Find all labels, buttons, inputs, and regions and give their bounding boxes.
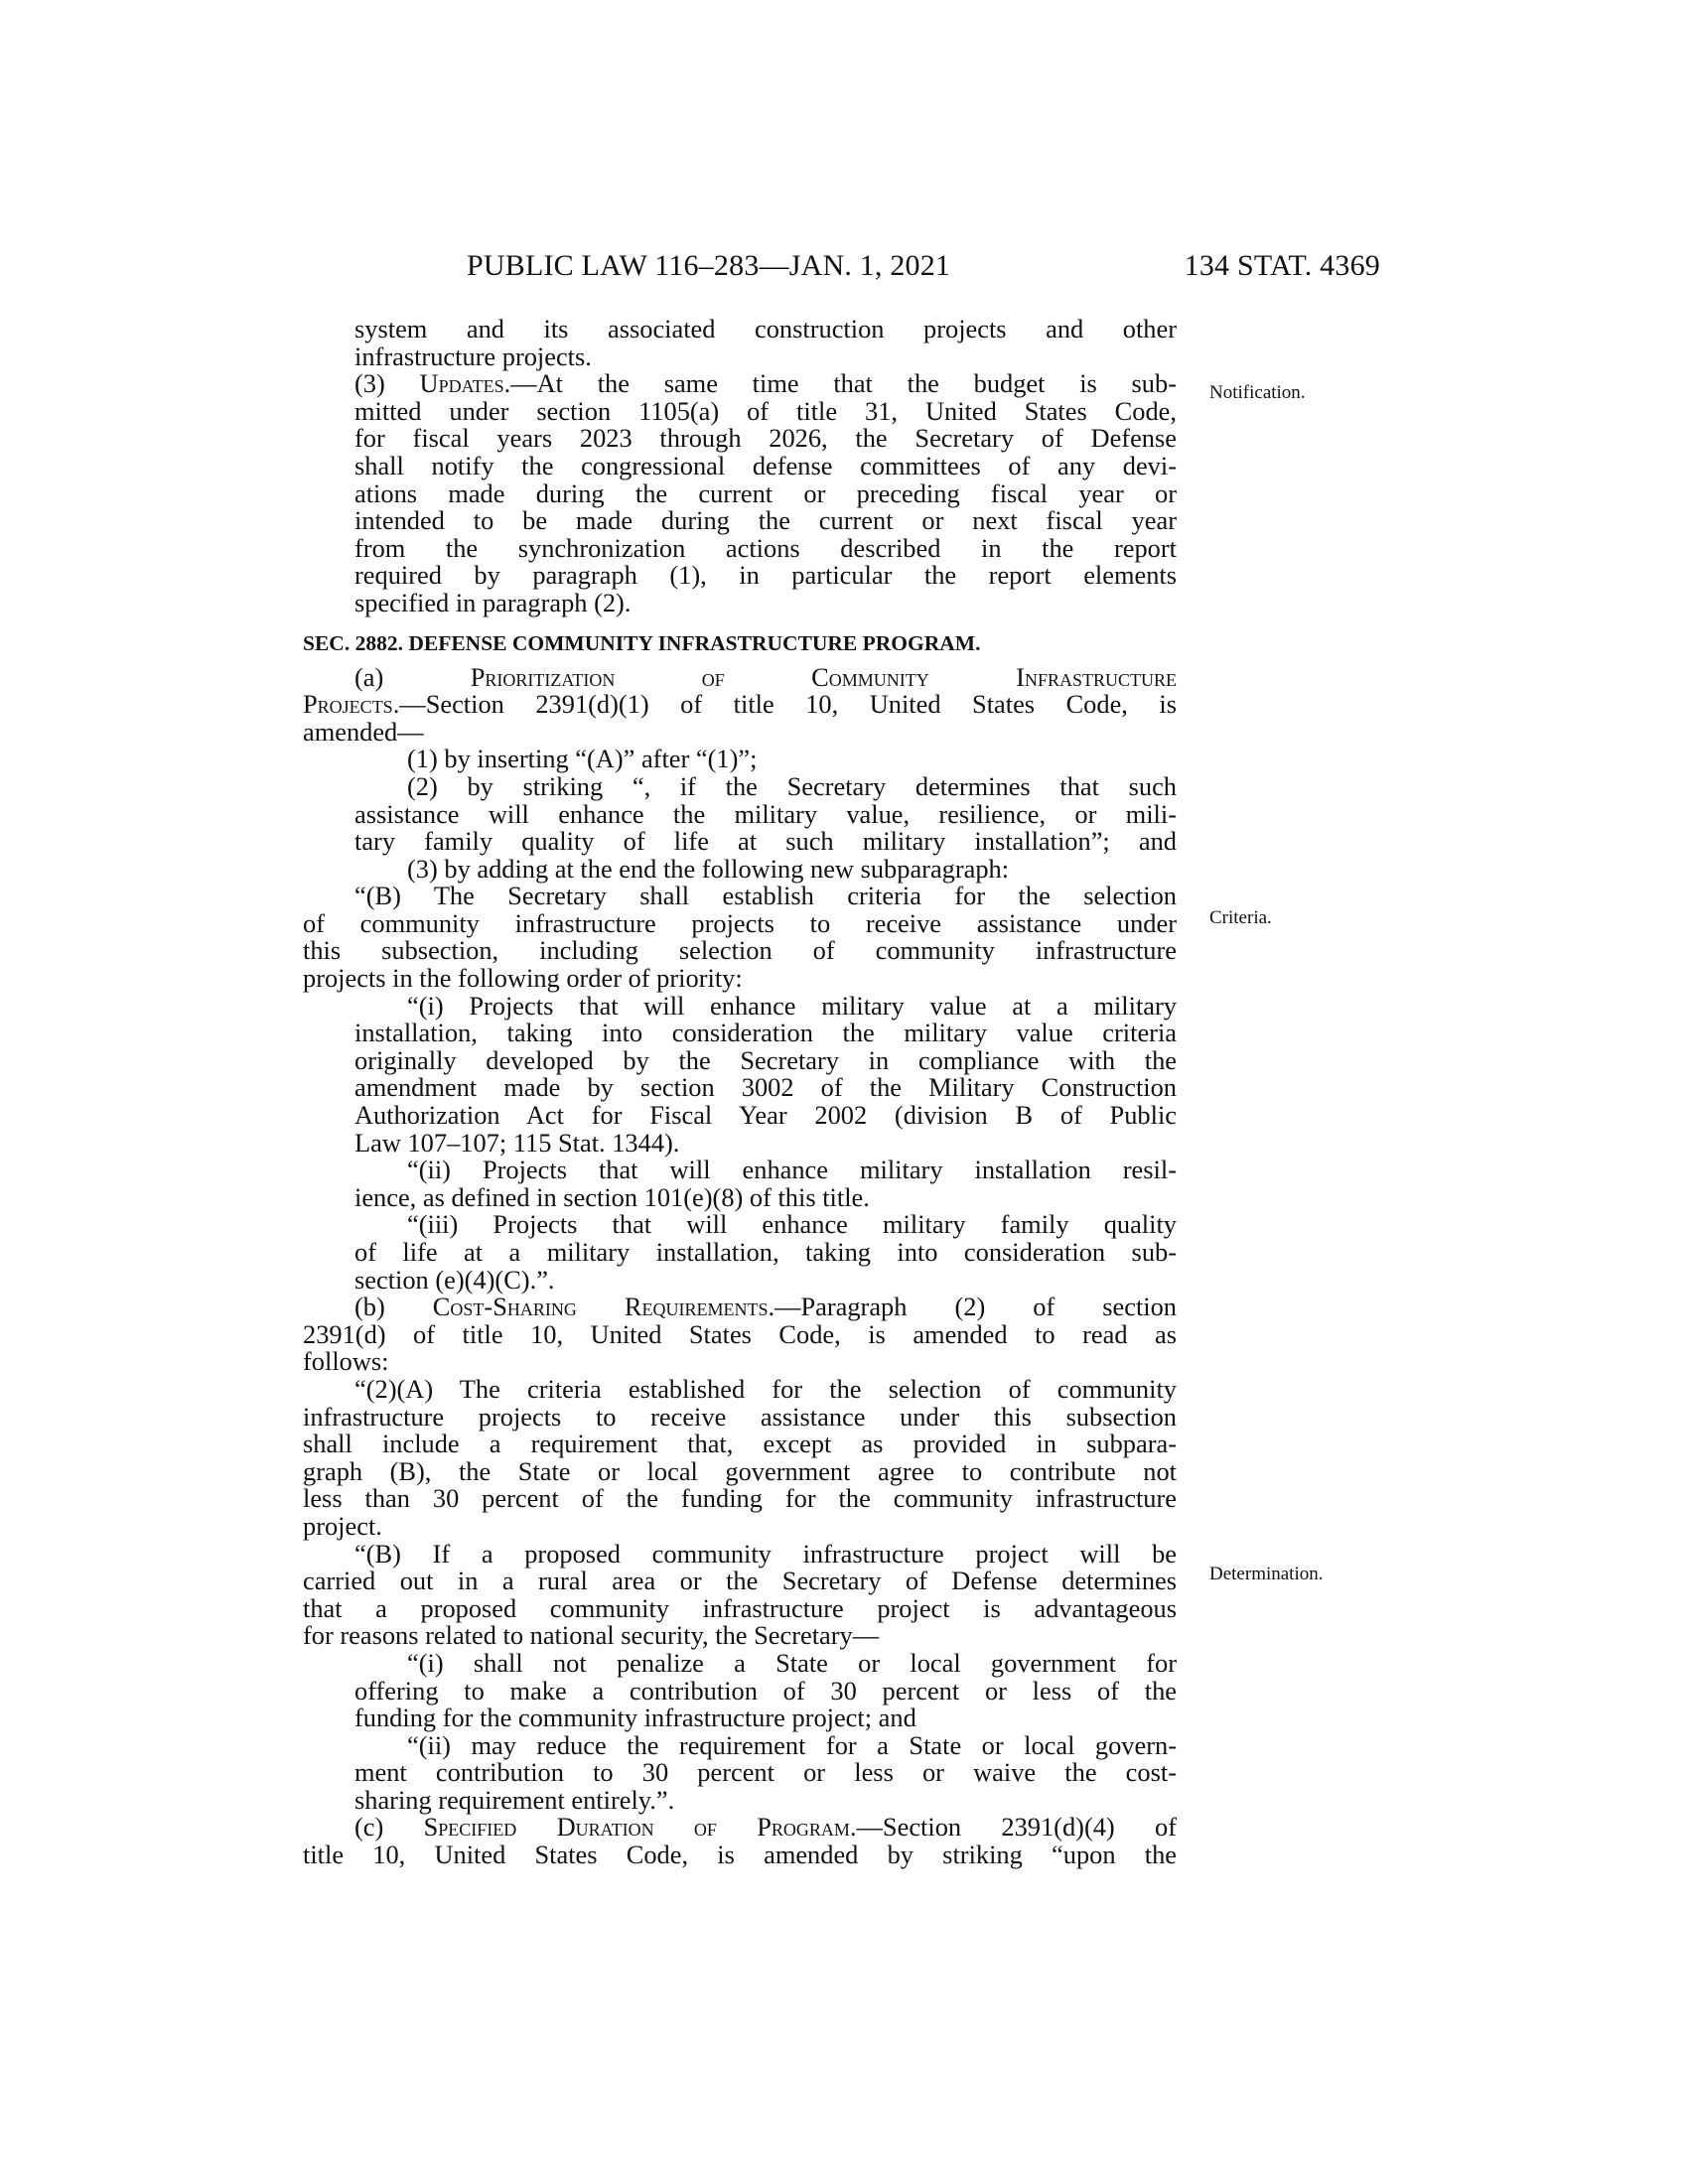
margin-note-criteria: Criteria.	[1209, 907, 1272, 928]
text-line: (c) Specified Duration of Program.—Section 2391(d)(4) of	[354, 1812, 1177, 1843]
text-line: tary family quality of life at such military installation”; and	[354, 826, 1177, 857]
text-line: mitted under section 1105(a) of title 31, United States Code,	[354, 395, 1177, 426]
text-line: ations made during the current or preceding fiscal year or	[354, 478, 1177, 508]
text-line: shall include a requirement that, except as provided in subpara-	[303, 1429, 1177, 1459]
text-line: project.	[303, 1510, 382, 1541]
text-line: Law 107–107; 115 Stat. 1344).	[354, 1127, 680, 1158]
text-line: title 10, United States Code, is amended by striking “upon the	[303, 1840, 1177, 1870]
text-line: shall notify the congressional defense committees of any devi-	[354, 450, 1177, 480]
text-line: (2) by striking “, if the Secretary determines that such	[407, 770, 1177, 801]
text-line: specified in paragraph (2).	[354, 587, 632, 617]
text-line: required by paragraph (1), in particular the report elements	[354, 560, 1177, 591]
text-line: carried out in a rural area or the Secretary of Defense determines	[303, 1566, 1177, 1596]
text-line: 2391(d) of title 10, United States Code, is amended to read as	[303, 1318, 1177, 1349]
text-line: follows:	[303, 1346, 389, 1377]
margin-note-notification: Notification.	[1209, 382, 1306, 403]
body-text	[303, 316, 1177, 1869]
text-line: “(iii) Projects that will enhance military family quality	[407, 1209, 1177, 1240]
text-line: of community infrastructure projects to receive assistance under	[303, 907, 1177, 938]
text-line: from the synchronization actions described in the report	[354, 532, 1177, 563]
text-line: section (e)(4)(C).”.	[354, 1264, 555, 1295]
section-heading: SEC. 2882. DEFENSE COMMUNITY INFRASTRUCTURE PROGRAM.	[303, 630, 981, 655]
text-line: “(ii) Projects that will enhance military installation resil-	[407, 1155, 1177, 1185]
text-line: graph (B), the State or local government agree to contribute not	[303, 1455, 1177, 1486]
text-line: for fiscal years 2023 through 2026, the Secretary of Defense	[354, 423, 1177, 454]
text-line: installation, taking into consideration the military value criteria	[354, 1018, 1177, 1048]
text-line: Projects.—Section 2391(d)(1) of title 10, United States Code, is	[303, 689, 1177, 720]
text-line: (1) by inserting “(A)” after “(1)”;	[407, 744, 758, 774]
text-line: originally developed by the Secretary in compliance with the	[354, 1044, 1177, 1075]
text-line: intended to be made during the current or next fiscal year	[354, 505, 1177, 536]
text-line: infrastructure projects to receive assistance under this subsection	[303, 1401, 1177, 1432]
text-line: (3) by adding at the end the following new subparagraph:	[407, 853, 1010, 884]
text-line: amendment made by section 3002 of the Military Construction	[354, 1072, 1177, 1103]
text-line: Authorization Act for Fiscal Year 2002 (division B of Public	[354, 1100, 1177, 1131]
header-stat-citation: 134 STAT. 4369	[1184, 249, 1380, 282]
text-line: projects in the following order of priority:	[303, 963, 743, 994]
margin-note-determination: Determination.	[1209, 1564, 1324, 1584]
text-line: this subsection, including selection of community infrastructure	[303, 935, 1177, 966]
text-line: “(B) If a proposed community infrastructure project will be	[354, 1538, 1177, 1569]
text-line: of life at a military installation, taking into consideration sub-	[354, 1237, 1177, 1267]
text-line: “(ii) may reduce the requirement for a State or local govern-	[407, 1729, 1177, 1760]
text-line: offering to make a contribution of 30 percent or less of the	[354, 1675, 1177, 1706]
text-line: for reasons related to national security, the Secretary—	[303, 1620, 880, 1651]
text-line: (b) Cost-Sharing Requirements.—Paragraph (2) of section	[354, 1292, 1177, 1322]
text-line: (a) Prioritization of Community Infrastructure	[354, 661, 1177, 692]
text-line: infrastructure projects.	[354, 341, 592, 371]
text-line: less than 30 percent of the funding for the community infrastructure	[303, 1483, 1177, 1514]
page-header	[298, 249, 1380, 289]
text-line: “(B) The Secretary shall establish criteria for the selection	[354, 881, 1177, 911]
text-line: “(i) shall not penalize a State or local government for	[407, 1647, 1177, 1678]
text-line: ience, as defined in section 101(e)(8) of this title.	[354, 1181, 870, 1212]
text-line: ment contribution to 30 percent or less or waive the cost-	[354, 1757, 1177, 1788]
text-line: system and its associated construction projects and other	[354, 314, 1177, 343]
header-title: PUBLIC LAW 116–283—JAN. 1, 2021	[467, 249, 951, 282]
text-line: “(2)(A) The criteria established for the selection of community	[354, 1373, 1177, 1404]
text-line: that a proposed community infrastructure project is advantageous	[303, 1592, 1177, 1623]
text-line: “(i) Projects that will enhance military value at a military	[407, 990, 1177, 1021]
text-line: amended—	[303, 716, 424, 747]
text-line: (3) Updates.—At the same time that the budget is sub-	[354, 368, 1177, 399]
text-line: sharing requirement entirely.”.	[354, 1784, 675, 1815]
text-line: assistance will enhance the military value, resilience, or mili-	[354, 798, 1177, 829]
text-line: funding for the community infrastructure project; and	[354, 1703, 916, 1733]
